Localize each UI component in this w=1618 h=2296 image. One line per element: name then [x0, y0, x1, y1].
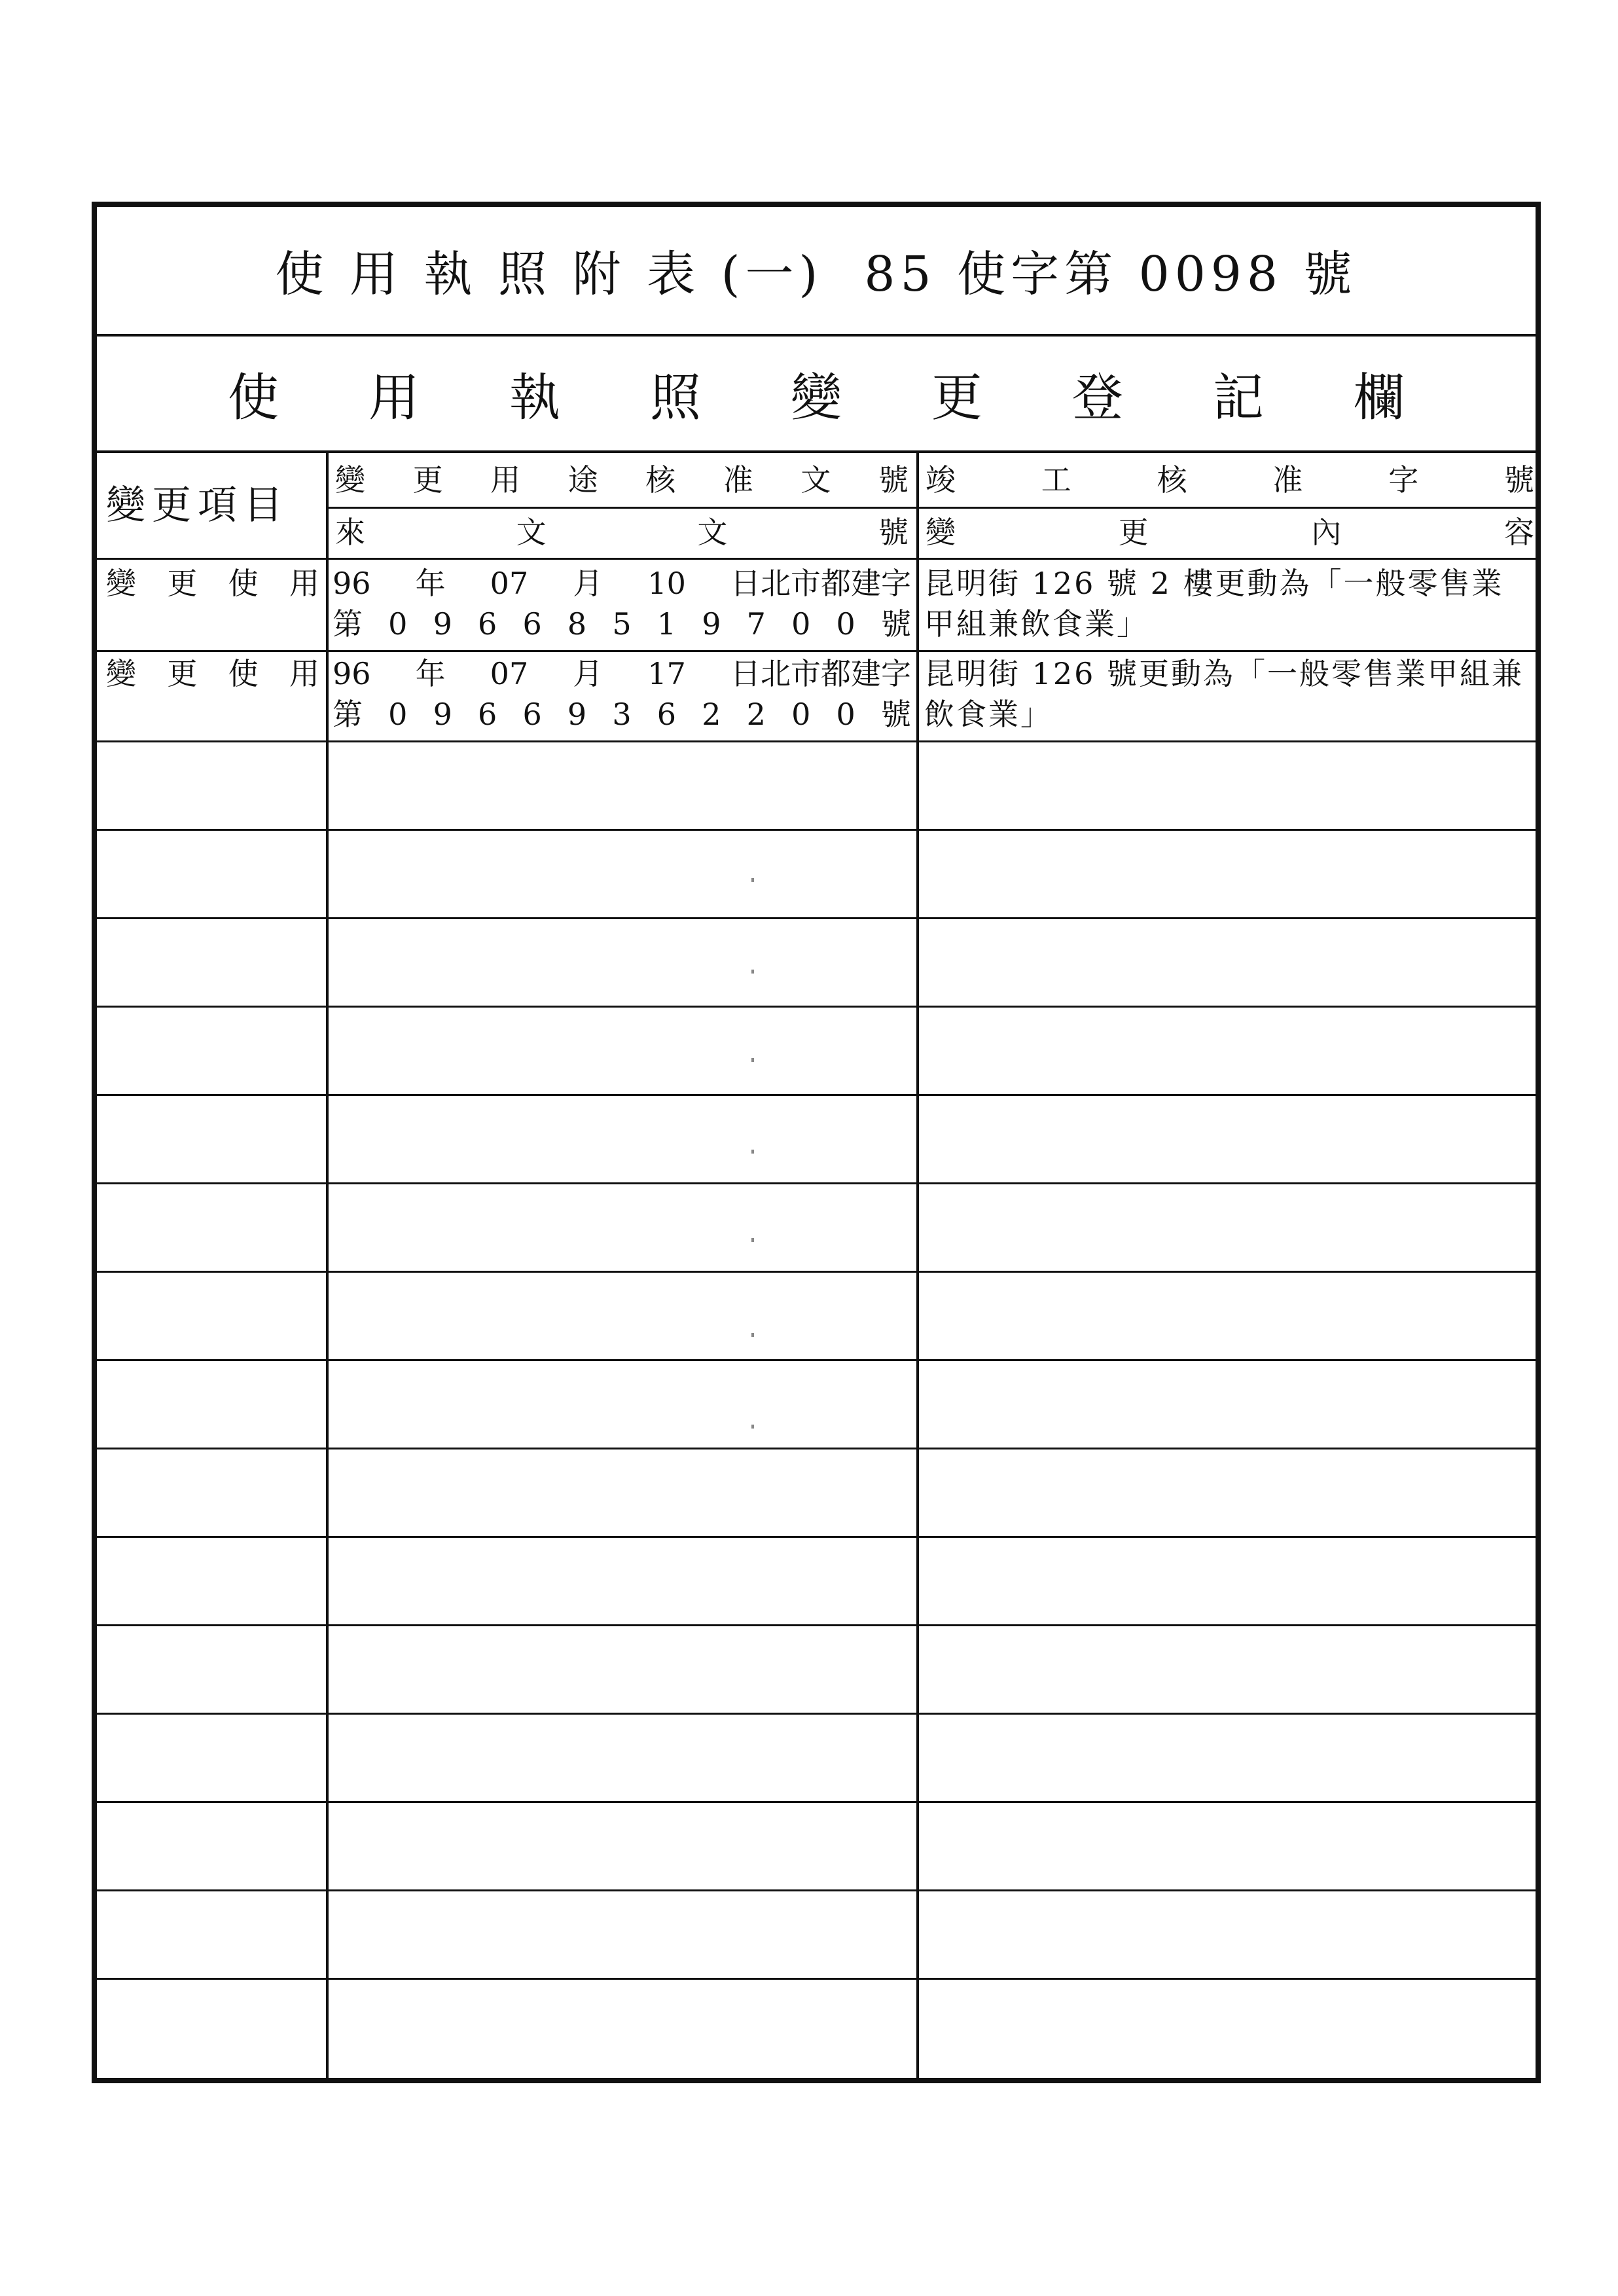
column-header-completion-no [926, 460, 1534, 500]
doc-part: 第 [333, 697, 363, 732]
doc-part: 0 [388, 697, 408, 732]
empty-row-divider [97, 1448, 1536, 1449]
subtitle-char: 用 [368, 369, 420, 428]
item-char: 用 [289, 566, 319, 601]
item-char: 更 [167, 656, 198, 691]
doc-part: 07 [490, 566, 529, 601]
empty-row-divider [97, 1624, 1536, 1626]
item-char: 使 [228, 566, 259, 601]
empty-row-divider [97, 1182, 1536, 1184]
empty-row-divider [97, 1889, 1536, 1891]
scan-speck [751, 1150, 754, 1154]
empty-row-divider [97, 1713, 1536, 1715]
header-char: 字 [1388, 462, 1419, 498]
empty-row-divider [97, 829, 1536, 831]
empty-row-divider [97, 1801, 1536, 1803]
doc-part: 第 [333, 606, 363, 642]
item-char: 更 [167, 566, 198, 601]
doc-part: 0 [836, 606, 855, 642]
header-char: 號 [878, 515, 908, 550]
item-char: 變 [106, 566, 136, 601]
doc-part: 號 [880, 697, 911, 732]
doc-part: 月 [573, 566, 603, 601]
row-1-doc-line2 [333, 604, 911, 644]
subtitle-char: 記 [1212, 369, 1264, 428]
header-bottom-line [97, 558, 1536, 560]
header-char: 工 [1041, 462, 1071, 498]
subtitle-char: 照 [649, 369, 701, 428]
subtitle-char: 使 [228, 369, 279, 428]
doc-part: 17 [647, 656, 686, 691]
doc-part: 6 [522, 606, 542, 642]
header-char: 號 [1503, 462, 1534, 498]
header-char: 變 [926, 515, 956, 550]
empty-row-divider [97, 917, 1536, 919]
doc-part: 0 [791, 606, 811, 642]
column-divider [326, 453, 329, 2078]
doc-part: 5 [612, 606, 632, 642]
empty-row-divider [97, 1271, 1536, 1273]
doc-part: 6 [656, 697, 677, 732]
scan-speck [751, 1238, 754, 1242]
row-divider [97, 740, 1536, 742]
doc-part: 0 [836, 697, 855, 732]
empty-row-divider [97, 1978, 1536, 1980]
doc-part: 2 [746, 697, 766, 732]
doc-part: 10 [647, 566, 686, 601]
subtitle-char: 更 [931, 369, 982, 428]
row-2-content: 昆明街 126 號更動為「一般零售業甲組兼飲食業」 [924, 656, 1524, 732]
doc-part: 年 [415, 566, 446, 601]
doc-part: 6 [478, 697, 497, 732]
header-char: 用 [490, 462, 521, 498]
change-record-table [97, 453, 1536, 2078]
doc-part: 日北市都建字 [730, 566, 911, 601]
header-char: 容 [1503, 515, 1534, 550]
doc-part: 3 [612, 697, 632, 732]
doc-part: 6 [522, 697, 542, 732]
doc-part: 07 [490, 656, 529, 691]
empty-row-divider [97, 1359, 1536, 1361]
header-char: 更 [1118, 515, 1149, 550]
scan-speck [751, 878, 754, 882]
header-char: 文 [697, 515, 728, 550]
form-subtitle [97, 337, 1536, 453]
empty-row-divider [97, 1094, 1536, 1096]
subtitle-char: 登 [1071, 369, 1123, 428]
scan-speck [751, 970, 754, 974]
header-char: 更 [412, 462, 443, 498]
item-char: 變 [106, 656, 136, 691]
doc-part: 年 [415, 656, 446, 691]
doc-part: 8 [567, 606, 587, 642]
doc-part: 2 [702, 697, 721, 732]
column-header-item [106, 453, 322, 558]
doc-part: 96 [333, 656, 371, 691]
doc-part: 9 [433, 606, 452, 642]
header-char: 內 [1311, 515, 1342, 550]
scan-speck [751, 1058, 754, 1062]
row-1-doc-line1 [333, 563, 911, 604]
column-divider [916, 453, 919, 2078]
header-char: 變 [335, 462, 365, 498]
doc-part: 號 [880, 606, 911, 642]
row-1-content: 昆明街 126 號 2 樓更動為「一般零售業甲組兼飲食業」 [924, 566, 1504, 642]
header-char: 來 [335, 515, 365, 550]
row-divider [97, 650, 1536, 652]
row-2-doc-line2 [333, 694, 911, 735]
license-form [92, 202, 1541, 2083]
header-char: 核 [1157, 462, 1187, 498]
doc-part: 96 [333, 566, 371, 601]
scan-speck [751, 1333, 754, 1337]
header-divider [326, 507, 1536, 509]
header-char: 號 [878, 462, 908, 498]
column-header-approval-doc [335, 460, 908, 500]
doc-part: 7 [746, 606, 766, 642]
row-1-item [106, 563, 319, 604]
doc-part: 0 [791, 697, 811, 732]
header-char: 准 [723, 462, 753, 498]
doc-part: 9 [567, 697, 587, 732]
header-char: 核 [645, 462, 676, 498]
item-char: 用 [289, 656, 319, 691]
empty-row-divider [97, 1536, 1536, 1538]
row-2-doc-line1 [333, 653, 911, 694]
header-char: 文 [516, 515, 547, 550]
column-header-change-content [926, 512, 1534, 553]
form-title [97, 207, 1536, 337]
header-char: 准 [1272, 462, 1303, 498]
doc-part: 1 [656, 606, 677, 642]
row-2-item [106, 653, 319, 694]
subtitle-char: 執 [509, 369, 560, 428]
subtitle-char: 變 [790, 369, 842, 428]
header-char: 文 [800, 462, 831, 498]
doc-part: 9 [433, 697, 452, 732]
column-header-item-label: 變更項目 [106, 483, 289, 528]
header-char: 竣 [926, 462, 956, 498]
empty-row-divider [97, 1006, 1536, 1008]
form-title-text: 使 用 執 照 附 表 (一) 85 使字第 0098 號 [275, 246, 1357, 302]
subtitle-char: 欄 [1353, 369, 1405, 428]
doc-part: 日北市都建字 [730, 656, 911, 691]
header-char: 途 [567, 462, 598, 498]
doc-part: 9 [702, 606, 721, 642]
doc-part: 6 [478, 606, 497, 642]
scan-speck [751, 1425, 754, 1429]
doc-part: 月 [573, 656, 603, 691]
item-char: 使 [228, 656, 259, 691]
column-header-incoming-doc [335, 512, 908, 553]
doc-part: 0 [388, 606, 408, 642]
